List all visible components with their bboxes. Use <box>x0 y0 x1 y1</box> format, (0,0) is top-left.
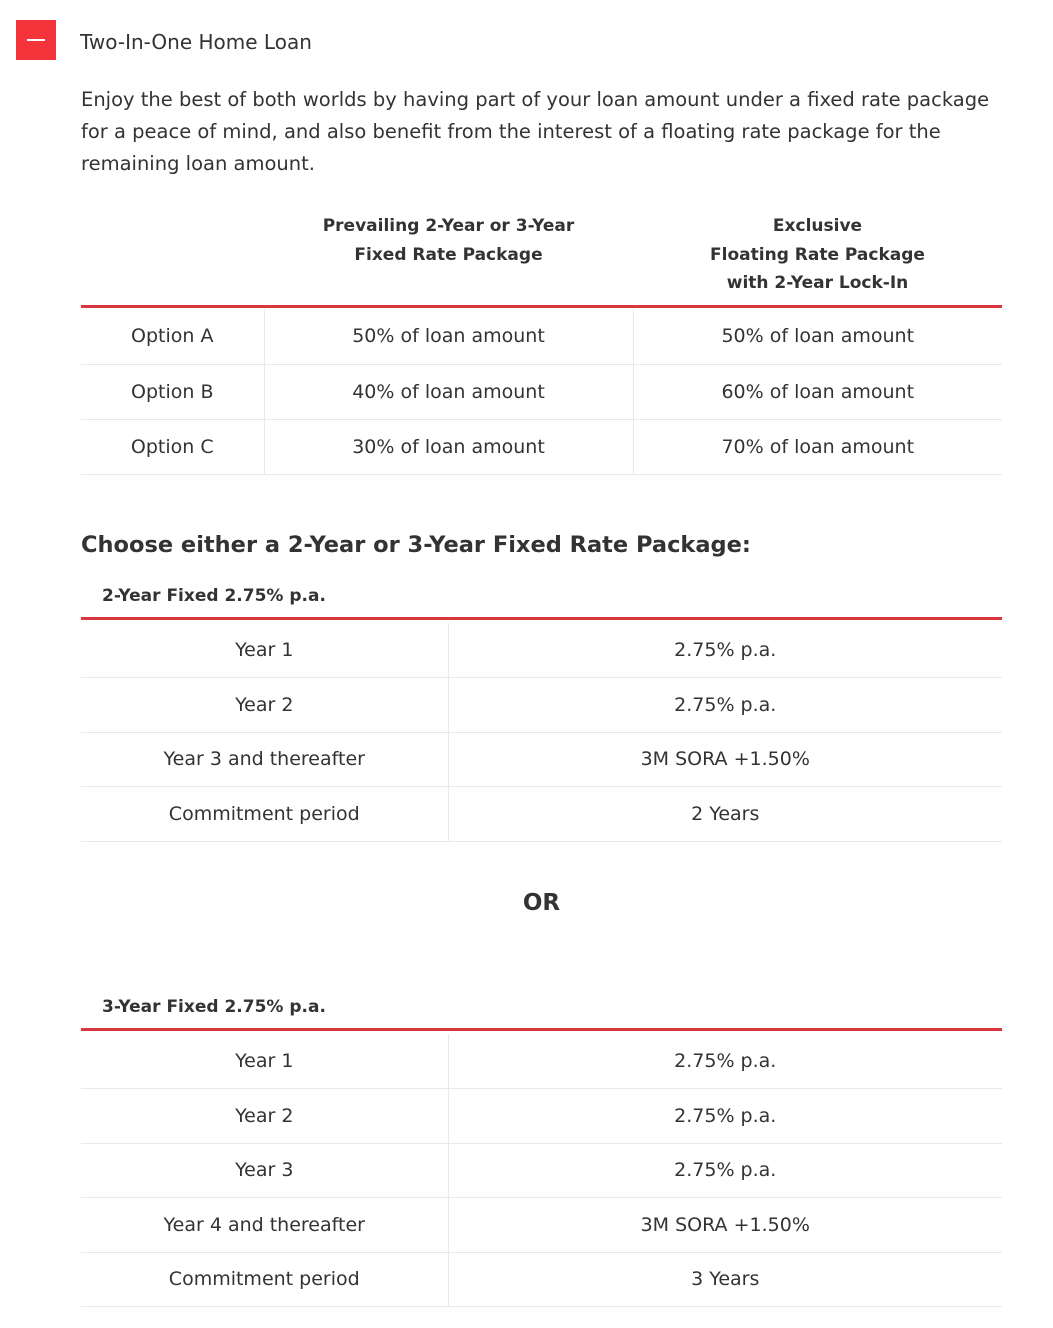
package-2-year-table <box>81 623 1002 842</box>
section-heading: Choose either a 2-Year or 3-Year Fixed Rate Package: <box>81 532 751 558</box>
header-line: with 2-Year Lock-In <box>726 273 909 293</box>
fixed-portion: 40% of loan amount <box>264 364 633 419</box>
option-label: Option C <box>81 419 264 474</box>
header-line: Exclusive <box>772 216 863 236</box>
fixed-portion: 30% of loan amount <box>264 419 633 474</box>
table-row <box>81 732 1002 787</box>
table-row <box>81 623 1002 678</box>
table-row <box>81 1198 1002 1253</box>
period-label: Year 1 <box>81 1034 448 1089</box>
rate-value: 2.75% p.a. <box>448 623 1002 678</box>
table-row-option-c <box>81 419 1002 474</box>
table-row-option-b <box>81 364 1002 419</box>
table-row <box>81 1143 1002 1198</box>
period-label: Year 2 <box>81 1089 448 1144</box>
table-row <box>81 1034 1002 1089</box>
accordion-title[interactable]: Two-In-One Home Loan <box>80 30 312 54</box>
table-row-option-a <box>81 309 1002 364</box>
period-label: Year 1 <box>81 623 448 678</box>
header-floating-rate-package <box>633 212 1002 298</box>
rate-value: 2.75% p.a. <box>448 1089 1002 1144</box>
header-line: Floating Rate Package <box>710 244 925 265</box>
floating-portion: 60% of loan amount <box>633 364 1002 419</box>
package-3-year-header <box>81 997 1002 1031</box>
rate-value: 2.75% p.a. <box>448 1034 1002 1089</box>
period-label: Year 3 and thereafter <box>81 732 448 787</box>
table-row <box>81 678 1002 733</box>
header-line: Prevailing 2-Year or 3-Year <box>322 216 575 236</box>
period-label: Year 4 and thereafter <box>81 1198 448 1253</box>
floating-portion: 50% of loan amount <box>633 309 1002 364</box>
period-label: Commitment period <box>81 1252 448 1307</box>
collapse-toggle-button[interactable] <box>16 20 56 60</box>
header-fixed-rate-package <box>264 212 633 269</box>
rate-value: 2.75% p.a. <box>448 1143 1002 1198</box>
rate-value: 3M SORA +1.50% <box>448 1198 1002 1253</box>
package-title: 3-Year Fixed 2.75% p.a. <box>102 997 326 1017</box>
table-row <box>81 787 1002 842</box>
period-label: Commitment period <box>81 787 448 842</box>
table-row <box>81 1089 1002 1144</box>
package-3-year-table <box>81 1034 1002 1307</box>
package-title: 2-Year Fixed 2.75% p.a. <box>102 586 326 606</box>
table-row <box>81 1252 1002 1307</box>
rate-value: 2.75% p.a. <box>448 678 1002 733</box>
fixed-portion: 50% of loan amount <box>264 309 633 364</box>
option-label: Option A <box>81 309 264 364</box>
or-separator: OR <box>522 890 561 916</box>
rate-value: 3M SORA +1.50% <box>448 732 1002 787</box>
rate-value: 2 Years <box>448 787 1002 842</box>
minus-icon <box>27 39 45 41</box>
package-2-year-header <box>81 586 1002 620</box>
floating-portion: 70% of loan amount <box>633 419 1002 474</box>
option-label: Option B <box>81 364 264 419</box>
header-line: Fixed Rate Package <box>354 244 543 265</box>
rate-value: 3 Years <box>448 1252 1002 1307</box>
intro-paragraph: Enjoy the best of both worlds by having part of your loan amount under a fixed rate package for a peace of mind, and also benefit from the interest of a floating rate package for the remaining loan amount. <box>81 88 990 175</box>
options-table-header <box>81 208 1002 308</box>
options-table <box>81 309 1002 475</box>
accordion-header[interactable] <box>16 20 312 60</box>
period-label: Year 3 <box>81 1143 448 1198</box>
period-label: Year 2 <box>81 678 448 733</box>
